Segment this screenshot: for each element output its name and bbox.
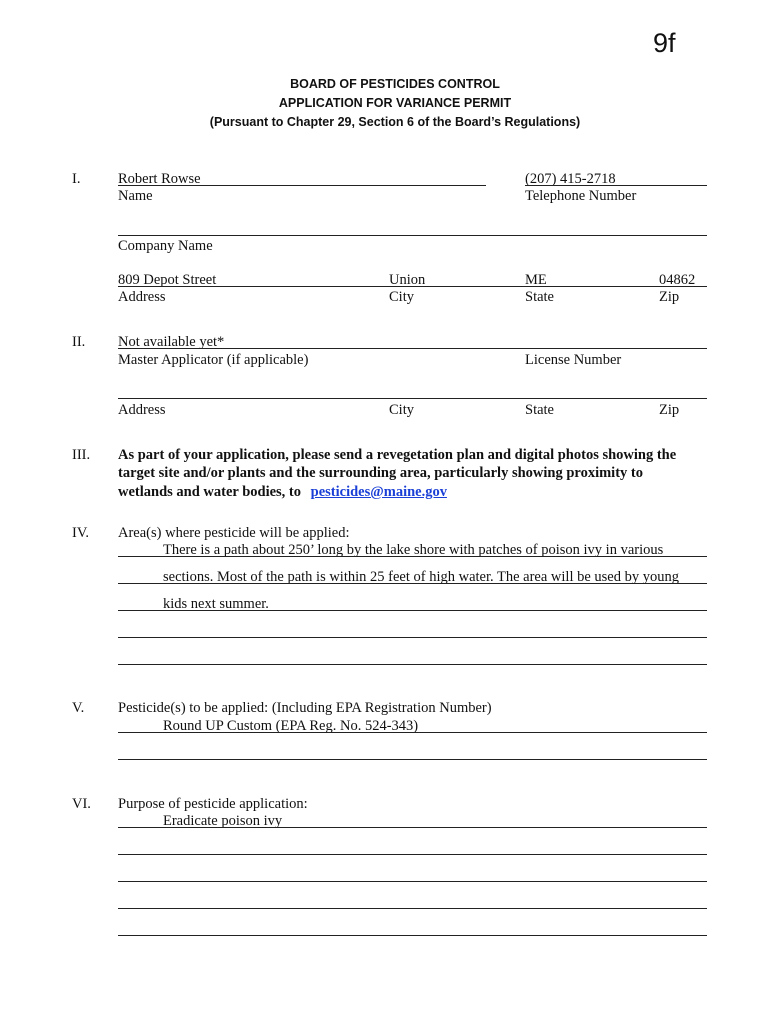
phone-underline: [525, 185, 707, 186]
purpose-value[interactable]: Eradicate poison ivy: [163, 813, 283, 829]
purpose-underline-4[interactable]: [118, 908, 707, 909]
address-value[interactable]: 809 Depot Street: [118, 272, 217, 288]
purpose-underline-1: [118, 827, 707, 828]
master-applicator-value[interactable]: Not available yet*: [118, 334, 225, 350]
area-line-2[interactable]: sections. Most of the path is within 25 feet of high water. The area will be used by young: [163, 569, 679, 585]
area-underline-3: [118, 610, 707, 611]
name-label: Name: [118, 188, 153, 204]
zip-value[interactable]: 04862: [659, 272, 696, 288]
master-state-label: State: [525, 402, 554, 418]
section-3-line-3-prefix: wetlands and water bodies, to: [118, 484, 302, 500]
city-label: City: [389, 289, 414, 305]
area-underline-2: [118, 583, 707, 584]
pesticide-underline-2[interactable]: [118, 759, 707, 760]
master-zip-label: Zip: [659, 402, 680, 418]
company-label: Company Name: [118, 238, 213, 254]
section-3-line-2: target site and/or plants and the surrounding area, particularly showing proximity to: [118, 465, 643, 481]
phone-label: Telephone Number: [525, 188, 637, 204]
section-3-numeral: III.: [72, 447, 91, 463]
header-line-1: BOARD OF PESTICIDES CONTROL: [290, 77, 500, 91]
header-line-2: APPLICATION FOR VARIANCE PERMIT: [278, 96, 512, 110]
section-3-line-3: [118, 484, 447, 501]
name-underline: [118, 185, 486, 186]
section-2-numeral: II.: [72, 334, 86, 350]
address-label: Address: [118, 289, 166, 305]
address-underline: [118, 286, 707, 287]
header-line-3: (Pursuant to Chapter 29, Section 6 of the Board’s Regulations): [209, 115, 581, 129]
state-value[interactable]: ME: [525, 272, 547, 288]
master-address-label: Address: [118, 402, 166, 418]
section-4-numeral: IV.: [72, 525, 90, 541]
city-value[interactable]: Union: [389, 272, 426, 288]
area-label: Area(s) where pesticide will be applied:: [118, 525, 350, 541]
area-line-3[interactable]: kids next summer.: [163, 596, 269, 612]
master-applicator-underline: [118, 348, 707, 349]
section-1-numeral: I.: [72, 171, 81, 187]
master-city-label: City: [389, 402, 414, 418]
purpose-underline-3[interactable]: [118, 881, 707, 882]
company-underline[interactable]: [118, 235, 707, 236]
pesticide-value[interactable]: Round UP Custom (EPA Reg. No. 524-343): [163, 718, 419, 734]
state-label: State: [525, 289, 554, 305]
license-number-label: License Number: [525, 352, 622, 368]
section-6-numeral: VI.: [72, 796, 91, 812]
purpose-underline-2[interactable]: [118, 854, 707, 855]
area-line-1[interactable]: There is a path about 250’ long by the lake shore with patches of poison ivy in various: [163, 542, 664, 558]
phone-value[interactable]: (207) 415-2718: [525, 171, 616, 187]
page-number: 9f: [653, 28, 676, 58]
area-underline-5[interactable]: [118, 664, 707, 665]
area-underline-1: [118, 556, 707, 557]
pesticide-label: Pesticide(s) to be applied: (Including EPA Registration Number): [118, 700, 492, 716]
pesticide-underline-1: [118, 732, 707, 733]
section-3-line-1: As part of your application, please send a revegetation plan and digital photos showing the: [118, 447, 677, 463]
name-value[interactable]: Robert Rowse: [118, 171, 201, 187]
purpose-underline-5[interactable]: [118, 935, 707, 936]
purpose-label: Purpose of pesticide application:: [118, 796, 308, 812]
section-5-numeral: V.: [72, 700, 85, 716]
area-underline-4[interactable]: [118, 637, 707, 638]
email-link[interactable]: pesticides@maine.gov: [310, 484, 447, 500]
master-applicator-label: Master Applicator (if applicable): [118, 352, 309, 368]
master-address-underline[interactable]: [118, 398, 707, 399]
zip-label: Zip: [659, 289, 680, 305]
